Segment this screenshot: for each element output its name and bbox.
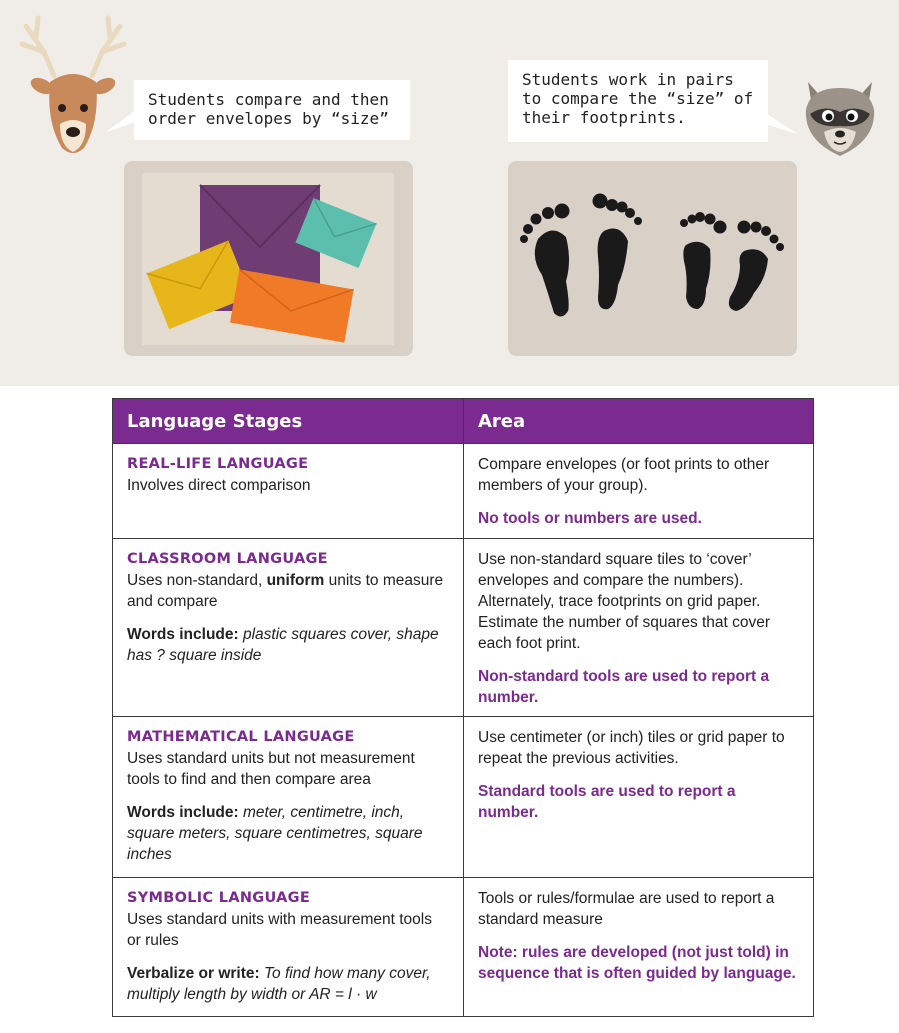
footprints-panel xyxy=(508,161,797,356)
area-note: Note: rules are developed (not just told) in sequence that is often guided by language. xyxy=(478,944,796,982)
description-text: Uses non-standard, xyxy=(127,572,267,589)
area-note: No tools or numbers are used. xyxy=(478,510,702,527)
words-label: Verbalize or write: xyxy=(127,965,260,982)
words-label: Words include: xyxy=(127,626,239,643)
area-text: Use centimeter (or inch) tiles or grid paper to repeat the previous activities. xyxy=(478,729,785,767)
header-language-stages: Language Stages xyxy=(113,399,464,444)
area-text: Compare envelopes (or foot prints to other members of your group). xyxy=(478,456,770,494)
stage-name: MATHEMATICAL LANGUAGE xyxy=(127,729,355,745)
footprints-icon xyxy=(508,161,797,356)
stage-cell xyxy=(113,878,464,1017)
words-list: plastic squares cover, shape has ? square inside xyxy=(127,626,439,664)
words-list: meter, centimetre, inch, square meters, square centimetres, square inches xyxy=(127,804,423,863)
stage-name: CLASSROOM LANGUAGE xyxy=(127,551,328,567)
area-cell xyxy=(464,539,814,717)
stage-description: Uses standard units but not measurement tools to find and then compare area xyxy=(127,750,415,788)
description-text: units to measure and compare xyxy=(127,572,444,610)
words-include xyxy=(127,624,449,666)
area-note: Standard tools are used to report a number. xyxy=(478,783,736,821)
words-include xyxy=(127,963,449,1005)
stage-cell xyxy=(113,539,464,717)
stage-description xyxy=(127,570,449,612)
stage-cell xyxy=(113,444,464,539)
raccoon-icon xyxy=(800,76,880,160)
language-stages-table xyxy=(112,398,814,1017)
stage-cell xyxy=(113,717,464,878)
stage-name: SYMBOLIC LANGUAGE xyxy=(127,890,311,906)
stage-description: Involves direct comparison xyxy=(127,477,311,494)
area-text: Use non-standard square tiles to ‘cover’ envelopes and compare the numbers). Alternately, trace footprints on grid paper. Estimate the number of squares that cover each foot print. xyxy=(478,551,771,652)
stage-description: Uses standard units with measurement tools or rules xyxy=(127,911,432,949)
table-row xyxy=(113,539,814,717)
table-row xyxy=(113,717,814,878)
speech-bubble-left: Students compare and then order envelopes by “size” xyxy=(134,80,410,140)
table-row xyxy=(113,444,814,539)
area-cell xyxy=(464,444,814,539)
words-include xyxy=(127,802,449,865)
envelopes-icon xyxy=(124,161,413,356)
header-area: Area xyxy=(464,399,814,444)
area-cell xyxy=(464,717,814,878)
area-note: Non-standard tools are used to report a number. xyxy=(478,668,770,706)
area-text: Tools or rules/formulae are used to report a standard measure xyxy=(478,890,775,928)
deer-icon xyxy=(14,12,132,160)
envelopes-panel xyxy=(124,161,413,356)
speech-bubble-right: Students work in pairs to compare the “size” of their footprints. xyxy=(508,60,768,142)
area-cell xyxy=(464,878,814,1017)
stage-name: REAL-LIFE LANGUAGE xyxy=(127,456,309,472)
words-label: Words include: xyxy=(127,804,239,821)
description-emphasis: uniform xyxy=(266,572,325,589)
table-row xyxy=(113,878,814,1017)
words-list: To find how many cover, multiply length by width or AR = l · w xyxy=(127,965,431,1003)
table-header-row xyxy=(113,399,814,444)
speech-bubble-tail-right xyxy=(764,112,800,136)
